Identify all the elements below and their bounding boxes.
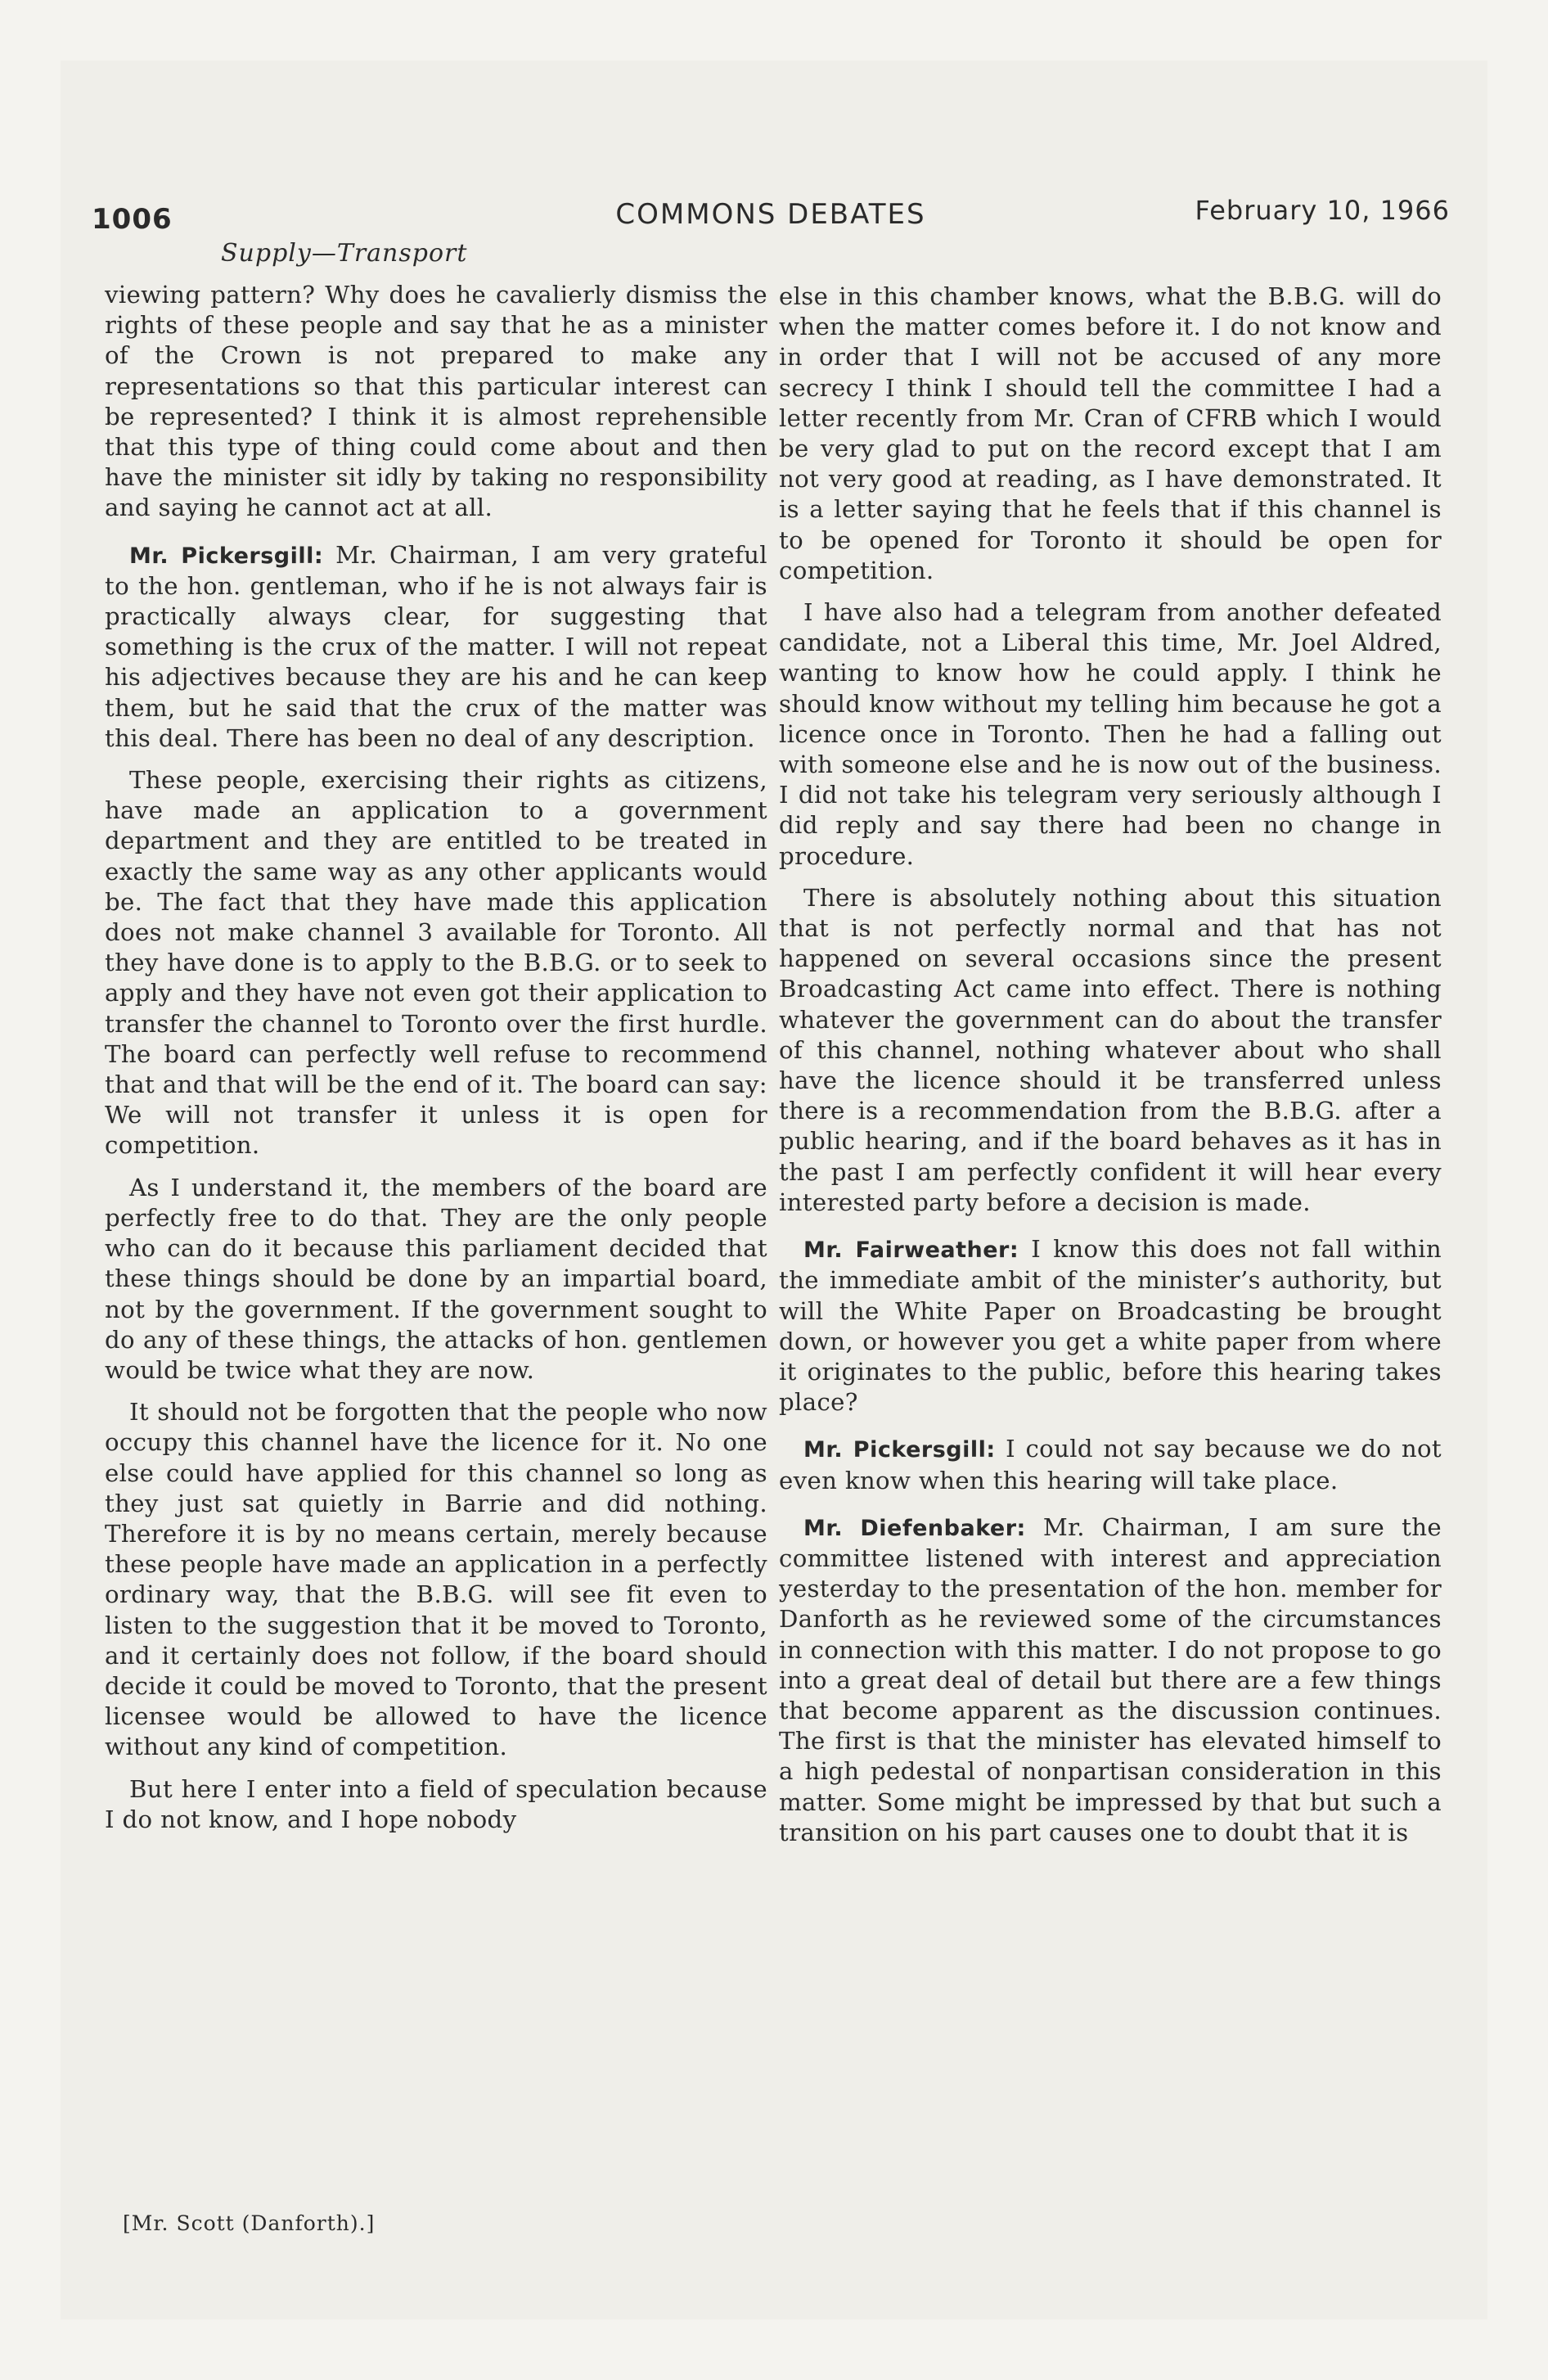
speech-text: I could not say because we do not even know when this hearing will take place. <box>779 1435 1442 1494</box>
paragraph: But here I enter into a field of speculation because I do not know, and I hope nobody <box>105 1774 767 1833</box>
right-column <box>779 282 1442 1848</box>
paragraph: else in this chamber knows, what the B.B.G. will do when the matter comes before it. I do not know and in order that I will not be accused of any more secrecy I think I should tell the committee I had a letter recently from Mr. Cran of CFRB which I would be very glad to put on the record except that I am not very good at reading, as I have demonstrated. It is a letter saying that he feels that if this channel is to be opened for Toronto it should be open for competition. <box>779 282 1442 584</box>
paragraph: I have also had a telegram from another defeated candidate, not a Liberal this time, Mr. Joel Aldred, wanting to know how he could apply. I think he should know without my telling him because he got a licence once in Toronto. Then he had a falling out with someone else and he is now out of the business. I did not take his telegram very seriously although I did reply and say there had been no change in procedure. <box>779 598 1442 870</box>
speaker-name: Mr. Pickersgill: <box>803 1437 996 1463</box>
speech-text: Mr. Chairman, I am sure the committee listened with interest and appreciation yesterday to the presentation of the hon. member for Danforth as he reviewed some of the circumstances in connection with this matter. I do not propose to go into a great deal of detail but there are a few things that become apparent as the discussion continues. The first is that the minister has elevated himself to a high pedestal of nonpartisan consideration in this matter. Some might be impressed by that but such a transition on his part causes one to doubt that it is <box>779 1512 1442 1846</box>
paragraph: viewing pattern? Why does he cavalierly dismiss the rights of these people and say that he as a minister of the Crown is not prepared to make any representations so that this particular interest can be represented? I think it is almost reprehensible that this type of thing could come about and then have the minister sit idly by taking no responsibility and saying he cannot act at all. <box>105 281 767 522</box>
speaker-name: Mr. Diefenbaker: <box>803 1515 1026 1541</box>
running-head: COMMONS DEBATES <box>615 198 926 231</box>
paragraph <box>779 1512 1442 1848</box>
speech-text: I know this does not fall within the immediate ambit of the minister’s authority, but will the White Paper on Broadcasting be brought down, or however you get a white paper from where it originates to the public, before this hearing takes place? <box>779 1235 1442 1417</box>
speaker-name: Mr. Fairweather: <box>803 1237 1019 1264</box>
paragraph: As I understand it, the members of the board are perfectly free to do that. They are the only people who can do it because this parliament decided that these things should be done by an impartial board, not by the government. If the government sought to do any of these things, the attacks of hon. gentlemen would be twice what they are now. <box>105 1173 767 1384</box>
paragraph <box>779 1234 1442 1418</box>
paragraph: There is absolutely nothing about this situation that is not perfectly normal and that has not happened on several occasions since the present Broadcasting Act came into effect. There is nothing whatever the government can do about the transfer of this channel, nothing whatever about who shall have the licence should it be transferred unless there is a recommendation from the B.B.G. after a public hearing, and if the board behaves as it has in the past I am perfectly confident it will hear every interested party before a decision is made. <box>779 883 1442 1216</box>
paragraph: These people, exercising their rights as citizens, have made an application to a government department and they are entitled to be treated in exactly the same way as any other applicants would be. The fact that they have made this application does not make channel 3 available for Toronto. All they have done is to apply to the B.B.G. or to seek to apply and they have not even got their application to transfer the channel to Toronto over the first hurdle. The board can perfectly well refuse to recommend that and that will be the end of it. The board can say: We will not transfer it unless it is open for competition. <box>105 766 767 1160</box>
left-column <box>105 280 767 1835</box>
page-header <box>92 195 1450 244</box>
speaker-attribution: [Mr. Scott (Danforth).] <box>123 2211 376 2235</box>
speaker-name: Mr. Pickersgill: <box>129 543 324 569</box>
page-date: February 10, 1966 <box>1195 195 1450 226</box>
paragraph: It should not be forgotten that the people who now occupy this channel have the licence for it. No one else could have applied for this channel so long as they just sat quietly in Barrie and did nothing. Therefore it is by no means certain, merely because these people have made an application in a perfectly ordinary way, that the B.B.G. will see fit even to listen to the suggestion that it be moved to Toronto, and it certainly does not follow, if the board should decide it could be moved to Toronto, that the present licensee would be allowed to have the licence without any kind of competition. <box>105 1398 767 1761</box>
speech-text: Mr. Chairman, I am very grateful to the hon. gentleman, who if he is not always fair is practically always clear, for suggesting that something is the crux of the matter. I will not repeat his adjectives because they are his and he can keep them, but he said that the crux of the matter was this deal. There has been no deal of any description. <box>105 540 767 752</box>
paragraph <box>105 540 767 754</box>
paragraph <box>779 1434 1442 1495</box>
section-subject: Supply—Transport <box>221 239 468 268</box>
page-number: 1006 <box>92 203 173 236</box>
